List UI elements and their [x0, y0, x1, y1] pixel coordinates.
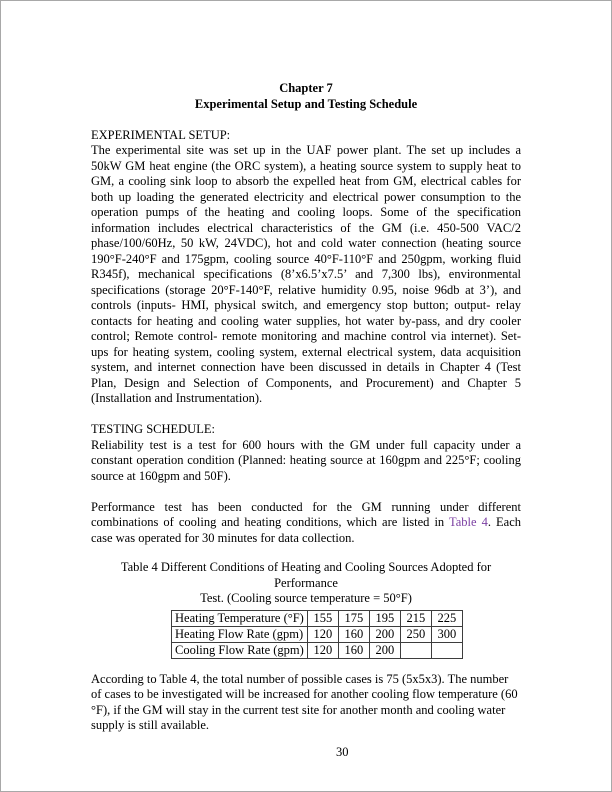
table-cell	[400, 642, 431, 658]
table4-caption-line2: Test. (Cooling source temperature = 50°F)	[200, 591, 412, 605]
performance-section	[91, 500, 521, 547]
performance-text-after-link: . Each case was operated for 30 minutes for data collection.	[91, 515, 521, 545]
table-cell: 300	[431, 626, 462, 642]
experimental-setup-section	[91, 128, 521, 407]
table-cell: 200	[369, 626, 400, 642]
table4-caption	[91, 560, 521, 607]
performance-text-before-link: Performance test has been conducted for the GM running under different combinations of cooling and heating conditions, which are listed in	[91, 499, 521, 529]
table-cell: 160	[338, 626, 369, 642]
table-cell: 120	[307, 626, 338, 642]
row-label: Heating Flow Rate (gpm)	[172, 626, 308, 642]
table4-crossref-link[interactable]: Table 4	[448, 515, 488, 529]
testing-schedule-section	[91, 422, 521, 484]
table-cell: 215	[400, 610, 431, 626]
table-row-cooling-flow-rate	[172, 642, 463, 658]
performance-paragraph	[91, 500, 521, 547]
table-row-heating-temperature	[172, 610, 463, 626]
row-label: Heating Temperature (°F)	[172, 610, 308, 626]
experimental-setup-paragraph: The experimental site was set up in the UAF power plant. The set up includes a 50kW GM heat engine (the ORC system), a heating source system to supply heat to GM, a cooling sink loop to absorb the expelled heat from GM, electrical cables for both up loading the generated electricity and electrical power consumption to the operation pumps of the heating and cooling loops. Some of the specification information includes electrical characteristics of the GM (i.e. 450-500 VAC/2 phase/100/60Hz, 50 kW, 24VDC), hot and cold water connection (heating source 190°F-240°F and 175gpm, cooling source 40°F-110°F and 250gpm, working fluid R345f), mechanical specifications (8’x6.5’x7.5’ and 7,300 lbs), environmental specifications (storage 20°F-140°F, relative humidity 0.95, noise 96db at 3’), and controls (inputs- HMI, physical switch, and emergency stop button; output- relay contacts for heating and cooling water supplies, hot water by-pass, and dry cooler control; Remote control- remote monitoring and machine control via internet). Set-ups for heating system, cooling system, external electrical system, data acquisition system, and internet connection have been discussed in details in Chapter 4 (Test Plan, Design and Selection of Components, and Procurement) and Chapter 5 (Installation and Instrumentation).	[91, 143, 521, 405]
testing-schedule-heading: TESTING SCHEDULE:	[91, 422, 215, 436]
table-cell: 175	[338, 610, 369, 626]
table-cell	[431, 642, 462, 658]
table-cell: 195	[369, 610, 400, 626]
chapter-title: Experimental Setup and Testing Schedule	[194, 96, 418, 111]
table-cell: 155	[307, 610, 338, 626]
closing-paragraph: According to Table 4, the total number of possible cases is 75 (5x5x3). The number of cases to be investigated will be increased for another cooling flow temperature (60 °F), if the GM will stay in the current test site for another month and cooling water supply is still available.	[91, 671, 518, 732]
table-cell: 160	[338, 642, 369, 658]
table-cell: 225	[431, 610, 462, 626]
table4-caption-line1: Table 4 Different Conditions of Heating and Cooling Sources Adopted for Performance	[120, 560, 492, 590]
table-cell: 200	[369, 642, 400, 658]
table-row-heating-flow-rate	[172, 626, 463, 642]
reliability-paragraph: Reliability test is a test for 600 hours with the GM under full capacity under a constant operation condition (Planned: heating source at 160gpm and 225°F; cooling source at 160gpm and 50F).	[91, 437, 521, 483]
chapter-number: Chapter 7	[279, 81, 333, 95]
table-cell: 120	[307, 642, 338, 658]
page-number: 30	[336, 745, 349, 759]
chapter-title-block	[91, 81, 521, 112]
experimental-setup-heading: EXPERIMENTAL SETUP:	[91, 127, 231, 142]
table-cell: 250	[400, 626, 431, 642]
table4-conditions-table	[171, 610, 463, 659]
row-label: Cooling Flow Rate (gpm)	[172, 642, 308, 658]
